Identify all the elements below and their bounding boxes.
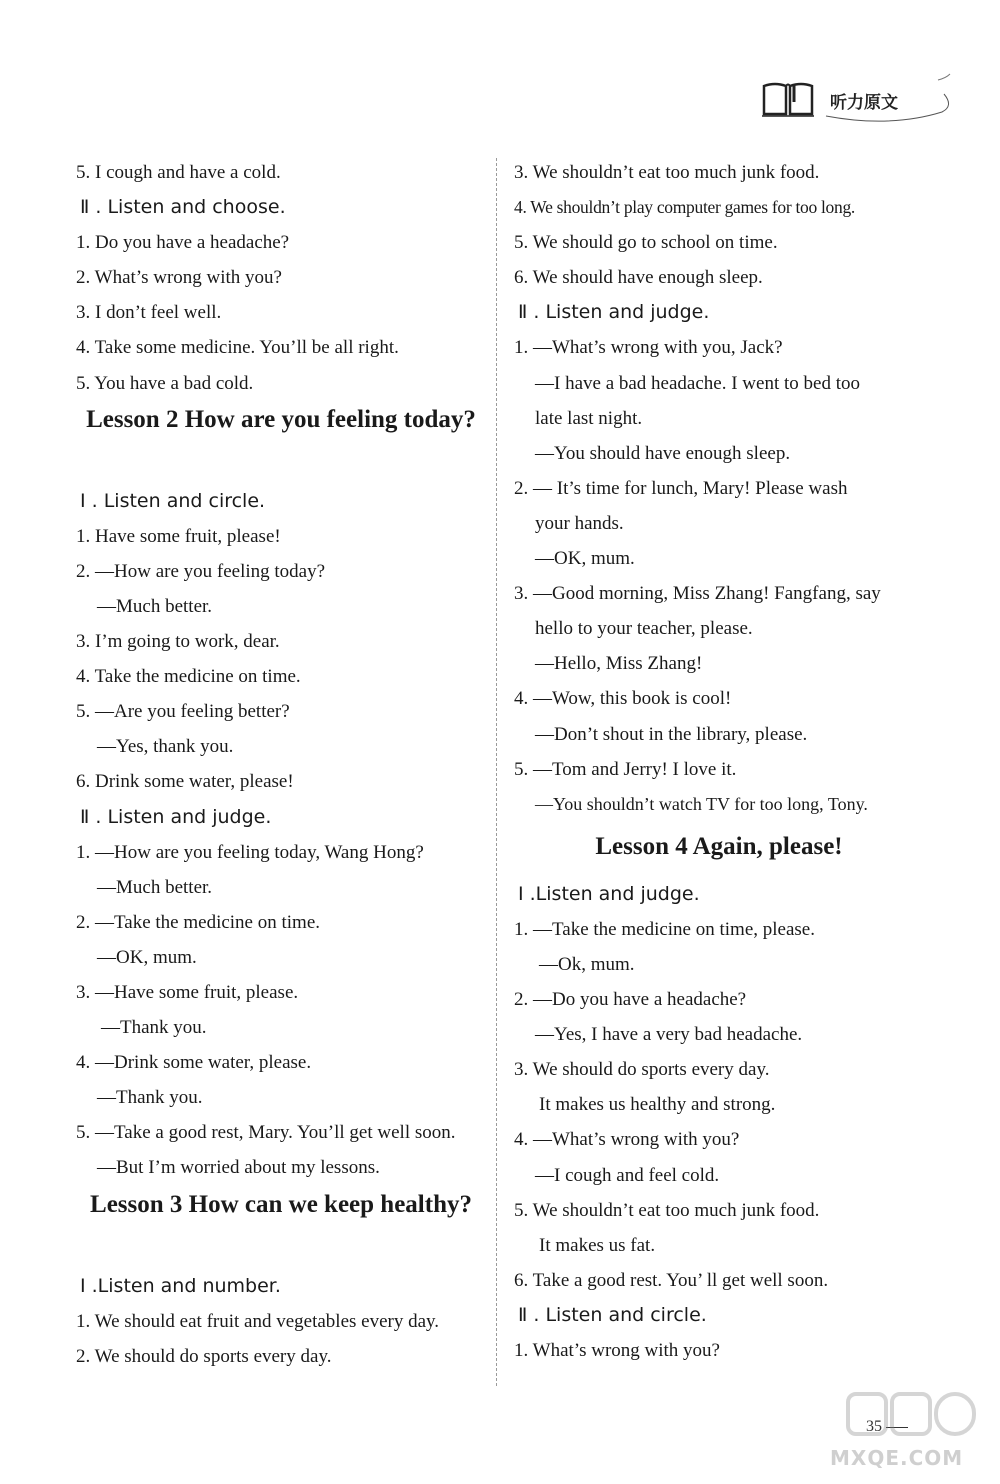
text-line: 3. I don’t feel well.	[76, 302, 222, 324]
text-line: —You shouldn’t watch TV for too long, Tony.	[535, 793, 868, 814]
section-heading: Ⅰ . Listen and circle.	[80, 489, 266, 512]
watermark	[830, 1388, 990, 1478]
lesson-title: Lesson 4 Again, please!	[595, 832, 843, 860]
text-line: 5. We should go to school on time.	[514, 232, 778, 254]
text-line: 5. —Take a good rest, Mary. You’ll get well soon.	[76, 1122, 456, 1144]
text-line: —Ok, mum.	[539, 953, 635, 975]
left-column	[76, 155, 486, 1374]
text-line: —Yes, I have a very bad headache.	[535, 1024, 803, 1046]
page-number-text: 35	[866, 1418, 882, 1435]
section-heading: Ⅱ . Listen and choose.	[80, 196, 286, 219]
text-line: 3. I’m going to work, dear.	[76, 631, 280, 653]
text-line: 5. I cough and have a cold.	[76, 162, 281, 183]
text-line: 1. —What’s wrong with you, Jack?	[514, 337, 783, 359]
text-line: 1. —How are you feeling today, Wang Hong?	[76, 841, 424, 863]
section-heading: Ⅰ .Listen and judge.	[518, 882, 700, 905]
section-heading: Ⅱ . Listen and judge.	[518, 301, 710, 324]
text-line: 2. We should do sports every day.	[76, 1345, 332, 1367]
lesson-title: Lesson 2 How are you feeling today?	[86, 405, 476, 433]
text-line: 3. —Good morning, Miss Zhang! Fangfang, say	[514, 583, 881, 605]
page-header	[760, 72, 960, 132]
text-line: 4. —Wow, this book is cool!	[514, 688, 732, 710]
section-heading: Ⅱ . Listen and judge.	[80, 805, 272, 828]
text-line: 2. —Take the medicine on time.	[76, 911, 321, 933]
text-line: 4. We shouldn’t play computer games for too long.	[514, 197, 855, 218]
text-line: 3. —Have some fruit, please.	[76, 981, 299, 1003]
text-line: 2. What’s wrong with you?	[76, 267, 282, 289]
text-line: 4. Take some medicine. You’ll be all right.	[76, 337, 399, 359]
text-line: 5. You have a bad cold.	[76, 372, 254, 394]
header-title: 听力原文	[830, 93, 898, 113]
text-line: 3. We shouldn’t eat too much junk food.	[514, 162, 820, 183]
text-line: 4. —What’s wrong with you?	[514, 1129, 740, 1151]
text-line: 2. — It’s time for lunch, Mary! Please wash	[514, 477, 848, 499]
section-heading: Ⅱ . Listen and circle.	[518, 1303, 707, 1326]
text-line: 1. Have some fruit, please!	[76, 525, 281, 547]
lesson-title: Lesson 3 How can we keep healthy?	[90, 1190, 472, 1218]
text-line: 4. —Drink some water, please.	[76, 1052, 312, 1074]
column-divider	[496, 158, 497, 1386]
text-line: 6. Take a good rest. You’ ll get well soon.	[514, 1269, 829, 1291]
text-line: It makes us fat.	[539, 1234, 656, 1256]
text-line: It makes us healthy and strong.	[539, 1094, 776, 1116]
text-line: —Much better.	[97, 876, 213, 898]
text-line: 1. Do you have a headache?	[76, 232, 290, 254]
text-line: 1. What’s wrong with you?	[514, 1340, 720, 1361]
text-line: 1. —Take the medicine on time, please.	[514, 918, 815, 940]
text-line: —But I’m worried about my lessons.	[97, 1157, 380, 1179]
text-line: —Don’t shout in the library, please.	[535, 723, 808, 745]
text-line: —Yes, thank you.	[97, 736, 234, 758]
text-line: 5. We shouldn’t eat too much junk food.	[514, 1199, 820, 1221]
text-line: —I have a bad headache. I went to bed too	[535, 372, 860, 394]
text-line: —OK, mum.	[97, 946, 197, 968]
text-line: hello to your teacher, please.	[535, 618, 753, 640]
watermark-text: MXQE.COM	[830, 1446, 964, 1470]
text-line: —You should have enough sleep.	[535, 442, 791, 464]
text-line: late last night.	[535, 407, 643, 429]
text-line: 6. Drink some water, please!	[76, 771, 294, 793]
text-line: 2. —Do you have a headache?	[514, 989, 747, 1011]
text-line: 1. We should eat fruit and vegetables every day.	[76, 1310, 440, 1332]
book-icon	[760, 80, 816, 118]
section-heading: Ⅰ .Listen and number.	[80, 1274, 281, 1297]
text-line: 2. —How are you feeling today?	[76, 560, 326, 582]
text-line: —Much better.	[97, 595, 213, 617]
watermark-logo	[830, 1388, 990, 1448]
text-line: —I cough and feel cold.	[535, 1164, 720, 1186]
right-column	[514, 155, 924, 1368]
text-line: 6. We should have enough sleep.	[514, 267, 763, 289]
text-line: —Thank you.	[97, 1087, 203, 1109]
text-line: —Thank you.	[101, 1017, 207, 1039]
text-line: 5. —Tom and Jerry! I love it.	[514, 758, 737, 780]
text-line: —OK, mum.	[535, 548, 635, 570]
text-line: 4. Take the medicine on time.	[76, 666, 301, 688]
text-line: your hands.	[535, 512, 624, 534]
text-line: 3. We should do sports every day.	[514, 1059, 770, 1081]
text-line: —Hello, Miss Zhang!	[535, 653, 703, 675]
text-line: 5. —Are you feeling better?	[76, 701, 290, 723]
